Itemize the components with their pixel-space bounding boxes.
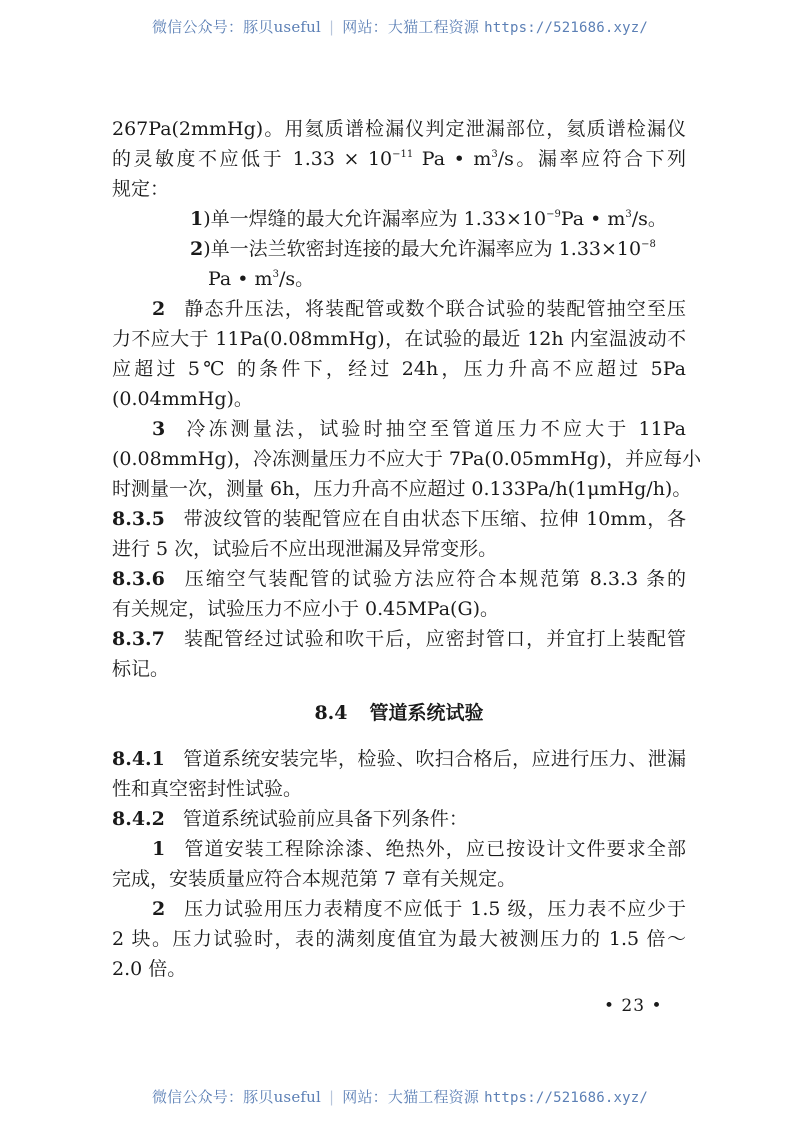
paragraph-line: 力不应大于 11Pa(0.08mmHg)，在试验的最近 12h 内室温波动不 bbox=[112, 328, 686, 350]
condition-2: 2 压力试验用压力表精度不应低于 1.5 级，压力表不应少于 bbox=[152, 898, 686, 920]
paragraph-line: 2 块。压力试验时，表的满刻度值宜为最大被测压力的 1.5 倍～ bbox=[112, 928, 686, 950]
sub-item-2-continued: Pa • $m^3/s$。 bbox=[208, 268, 315, 290]
clause-8-3-7: 8.3.7 装配管经过试验和吹干后，应密封管口，并宜打上装配管 bbox=[112, 628, 686, 650]
paragraph-line: 规定： bbox=[112, 178, 170, 200]
paragraph-line: 2.0 倍。 bbox=[112, 958, 187, 980]
watermark-separator: | bbox=[329, 1088, 335, 1106]
item-3-freeze-measurement: 3 冷冻测量法，试验时抽空至管道压力不应大于 11Pa bbox=[152, 418, 686, 440]
item-2-static-pressure: 2 静态升压法，将装配管或数个联合试验的装配管抽空至压 bbox=[152, 298, 686, 320]
paragraph-line: 时测量一次，测量 6h，压力升高不应超过 0.133Pa/h(1μmHg/h)。 bbox=[112, 478, 692, 500]
clause-8-3-5: 8.3.5 带波纹管的装配管应在自由状态下压缩、拉伸 10mm，各 bbox=[112, 508, 686, 530]
watermark-site: 网站：大猫工程资源 bbox=[342, 18, 480, 36]
clause-8-4-2: 8.4.2 管道系统试验前应具备下列条件： bbox=[112, 808, 468, 830]
sub-item-2: 2)单一法兰软密封连接的最大允许漏率应为 $1.33\times 10^{-8}$ bbox=[190, 238, 656, 260]
section-heading-8-4: 8.4 管道系统试验 bbox=[314, 702, 484, 724]
watermark-bottom bbox=[0, 1086, 800, 1107]
watermark-separator: | bbox=[329, 18, 335, 36]
watermark-wechat: 微信公众号：豚贝useful bbox=[151, 1088, 322, 1106]
watermark-wechat: 微信公众号：豚贝useful bbox=[151, 18, 322, 36]
sub-item-1: 1)单一焊缝的最大允许漏率应为 $1.33\times 10^{-9}Pa$ • $m^3/s$。 bbox=[190, 208, 667, 230]
clause-8-4-1: 8.4.1 管道系统安装完毕，检验、吹扫合格后，应进行压力、泄漏 bbox=[112, 748, 686, 770]
watermark-url[interactable]: https://521686.xyz/ bbox=[484, 20, 649, 36]
document-body bbox=[112, 114, 702, 984]
clause-8-3-6: 8.3.6 压缩空气装配管的试验方法应符合本规范第 8.3.3 条的 bbox=[112, 568, 686, 590]
paragraph-line: 标记。 bbox=[112, 658, 170, 680]
paragraph-line: 进行 5 次，试验后不应出现泄漏及异常变形。 bbox=[112, 538, 498, 560]
watermark-url[interactable]: https://521686.xyz/ bbox=[484, 1090, 649, 1106]
paragraph-line: 有关规定，试验压力不应小于 0.45MPa(G)。 bbox=[112, 598, 500, 620]
paragraph-line: (0.08mmHg)，冷冻测量压力不应大于 7Pa(0.05mmHg)，并应每小 bbox=[112, 448, 702, 470]
paragraph-line: 性和真空密封性试验。 bbox=[112, 778, 303, 800]
paragraph-line: (0.04mmHg)。 bbox=[112, 388, 253, 410]
condition-1: 1 管道安装工程除涂漆、绝热外，应已按设计文件要求全部 bbox=[152, 838, 686, 860]
paragraph-line: 267Pa(2mmHg)。用氦质谱检漏仪判定泄漏部位，氦质谱检漏仪 bbox=[112, 118, 686, 140]
paragraph-line: 完成，安装质量应符合本规范第 7 章有关规定。 bbox=[112, 868, 517, 890]
watermark-site: 网站：大猫工程资源 bbox=[342, 1088, 480, 1106]
page-number: • 23 • bbox=[604, 996, 663, 1016]
watermark-top bbox=[0, 16, 800, 37]
paragraph-line: 应超过 5℃ 的条件下，经过 24h，压力升高不应超过 5Pa bbox=[112, 358, 686, 380]
paragraph-line: 的灵敏度不应低于 $1.33 \times 10^{-11}$ Pa • $m^3/s$。漏率应符合下列 bbox=[112, 148, 686, 170]
